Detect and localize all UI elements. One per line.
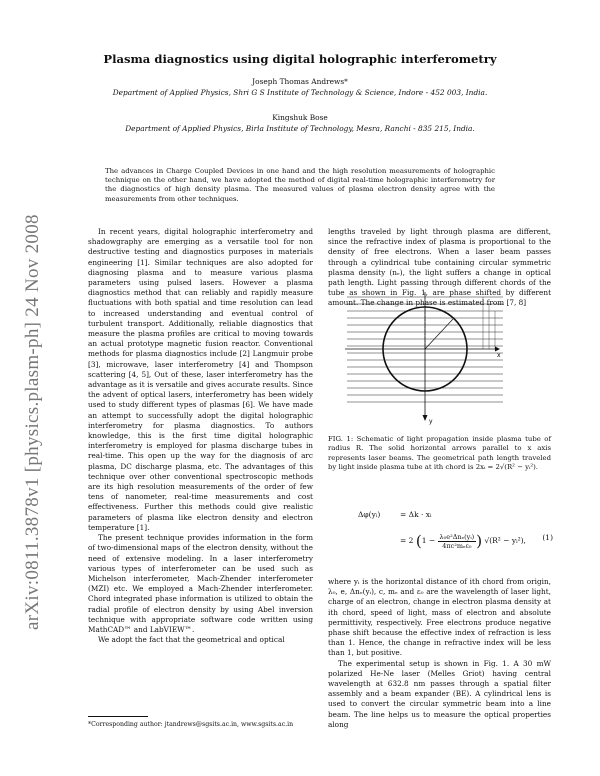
eq-numerator: λ₀e²Δnₑ(yᵢ) xyxy=(439,532,475,541)
paragraph: where yᵢ is the horizontal distance of ith chord from origin, λ₀, e, Δnₑ(yᵢ), c, mₑ and ε₀ are the wavelength of laser light, charge of an electron, change in electron plasma density at ith chord, speed of light, mass of electron and absolute permittivity, respectively. Free electrons produce negative phase shift because the effective index of refraction is less than 1. Hence, the change in refractive index will be less than 1, but positive. xyxy=(328,577,551,658)
eq-denominator: 4πc²mₑε₀ xyxy=(442,541,472,550)
author-1-name: Joseph Thomas Andrews* xyxy=(252,77,348,86)
footnote: *Corresponding author: jtandrews@sgsits.ac.in, www.sgsits.ac.in xyxy=(88,721,294,728)
eq-rhs-1: = Δk · xᵢ xyxy=(400,510,432,519)
arxiv-stamp xyxy=(4,160,44,630)
eq-number: (1) xyxy=(542,533,553,542)
figure-1-caption: FIG. 1: Schematic of light propagation inside plasma tube of radius R. The solid horizontal arrows parallel to x axis represents laser beams. The geometrical path length traveled by light inside plasma tube at ith chord is 2xᵢ = 2√(R² − yᵢ²). xyxy=(328,435,551,471)
paragraph: lengths traveled by light through plasma are different, since the refractive index of plasma is proportional to the density of free electrons. When a laser beam passes through a cylindrical tube containing circular symmetric plasma density (nₑ), the light suffers a change in optical path length. Light passing through different chords of the tube as shown in Fig. 1, are phase shifted by different amount. The change in phase is estimated from [7, 8] xyxy=(328,227,551,308)
eq-fraction xyxy=(438,533,477,550)
paragraph: The experimental setup is shown in Fig. 1. A 30 mW polarized He-Ne laser (Melles Griot) having central wavelength at 632.8 nm passes through a spatial filter assembly and a beam expander (BE). A cylindrical lens is used to convert the circular symmetric beam into a line beam. The line helps us to measure the optical properties along xyxy=(328,658,551,729)
paragraph: We adopt the fact that the geometrical and optical xyxy=(98,635,285,645)
eq-paren-open: ( xyxy=(415,532,422,550)
paragraph: In recent years, digital holographic interferometry and shadowgraphy are emerging as a versatile tool for non destructive testing and diagnostics purposes in materials engineering [1]. Similar techniques are also adopted for diagnosing plasma and to measure various plasma parameters using pulsed lasers. However a plasma diagnostics method that can reliably and rapidly measure fluctuations with both spatial and time resolution can lead to increased understanding and eventual control of turbulent transport. Additionally, reliable diagnostics that measure the plasma profiles are critical to moving towards an actual prototype magnetic fusion reactor. Conventional methods for plasma diagnostics include [2] Langmuir probe [3], microwave, laser interferometry [4] and Thompson scattering [4, 5], Out of these, laser interferometry has the advantage as it is versatile and gives accurate results. Since the advent of optical lasers, interferometry has been widely used to study different types of plasmas [6]. We have made an attempt to successfully adopt the digital holographic interferometry for plasma diagnostics. To authors knowledge, this is the first time digital holographic interferometry is employed for plasma discharge tubes in real-time. This open up the way for the diagnosis of arc plasma, DC discharge plasma, etc. The advantages of this technique over other conventional spectroscopic methods are its high resolution measurements of the order of few tens of nanometer, real-time measurements and cost effectiveness. Further this methods could give realistic parameters of plasma like electron density and electron temperature [1]. xyxy=(88,227,313,532)
y-axis-label: y xyxy=(429,418,433,425)
eq-one-minus: 1 − xyxy=(421,536,436,545)
right-column-bottom xyxy=(328,577,551,730)
eq-rhs-2 xyxy=(400,532,526,550)
arxiv-id: arXiv:0811.3878v1 [physics.plasm-ph] 24 Nov 2008 xyxy=(22,214,43,630)
eq-lhs: Δφ(yᵢ) xyxy=(358,510,381,519)
equation-1 xyxy=(358,507,553,557)
eq-sqrt: √(R² − yᵢ²), xyxy=(484,536,526,545)
paragraph: The present technique provides information in the form of two-dimensional maps of the electron density, without the need of extensive modeling. In a laser interferometry various types of interferometer can be used such as Michelson interferometer, Mach-Zhender interferometer (MZI) etc. We employed a Mach-Zhender interferometer. Chord integrated phase information is utilized to obtain the radial profile of electron density by using Abel inversion technique with appropriate software code written using MathCAD™ and LabVIEW™. xyxy=(88,533,313,634)
x-axis-arrow-icon xyxy=(495,347,500,352)
eq-eq2: = 2 xyxy=(400,536,414,545)
left-column xyxy=(88,227,313,645)
abstract: The advances in Charge Coupled Devices in one hand and the high resolution measurements of holographic technique on the other hand, we have adopted the method of digital real-time holographic interferometry for the diagnostics of high density plasma. The measured values of plasma electron density agree with the measurements from other techniques. xyxy=(105,167,495,203)
eq-paren-close: ) xyxy=(476,532,483,550)
author-2-name: Kingshuk Bose xyxy=(272,113,328,122)
radius-line xyxy=(425,319,453,349)
y-axis-arrow-icon xyxy=(423,415,428,421)
author-2-affiliation: Department of Applied Physics, Birla Institute of Technology, Mesra, Ranchi - 835 215, India. xyxy=(125,124,475,133)
dimension-bars xyxy=(483,297,495,349)
author-1-affiliation: Department of Applied Physics, Shri G S Institute of Technology & Science, Indore - 452 003, India. xyxy=(112,88,488,97)
figure-1-diagram xyxy=(345,287,505,427)
paper-title: Plasma diagnostics using digital holographic interferometry xyxy=(103,52,497,66)
x-axis-label: x xyxy=(497,352,501,359)
footnote-rule xyxy=(88,716,148,717)
